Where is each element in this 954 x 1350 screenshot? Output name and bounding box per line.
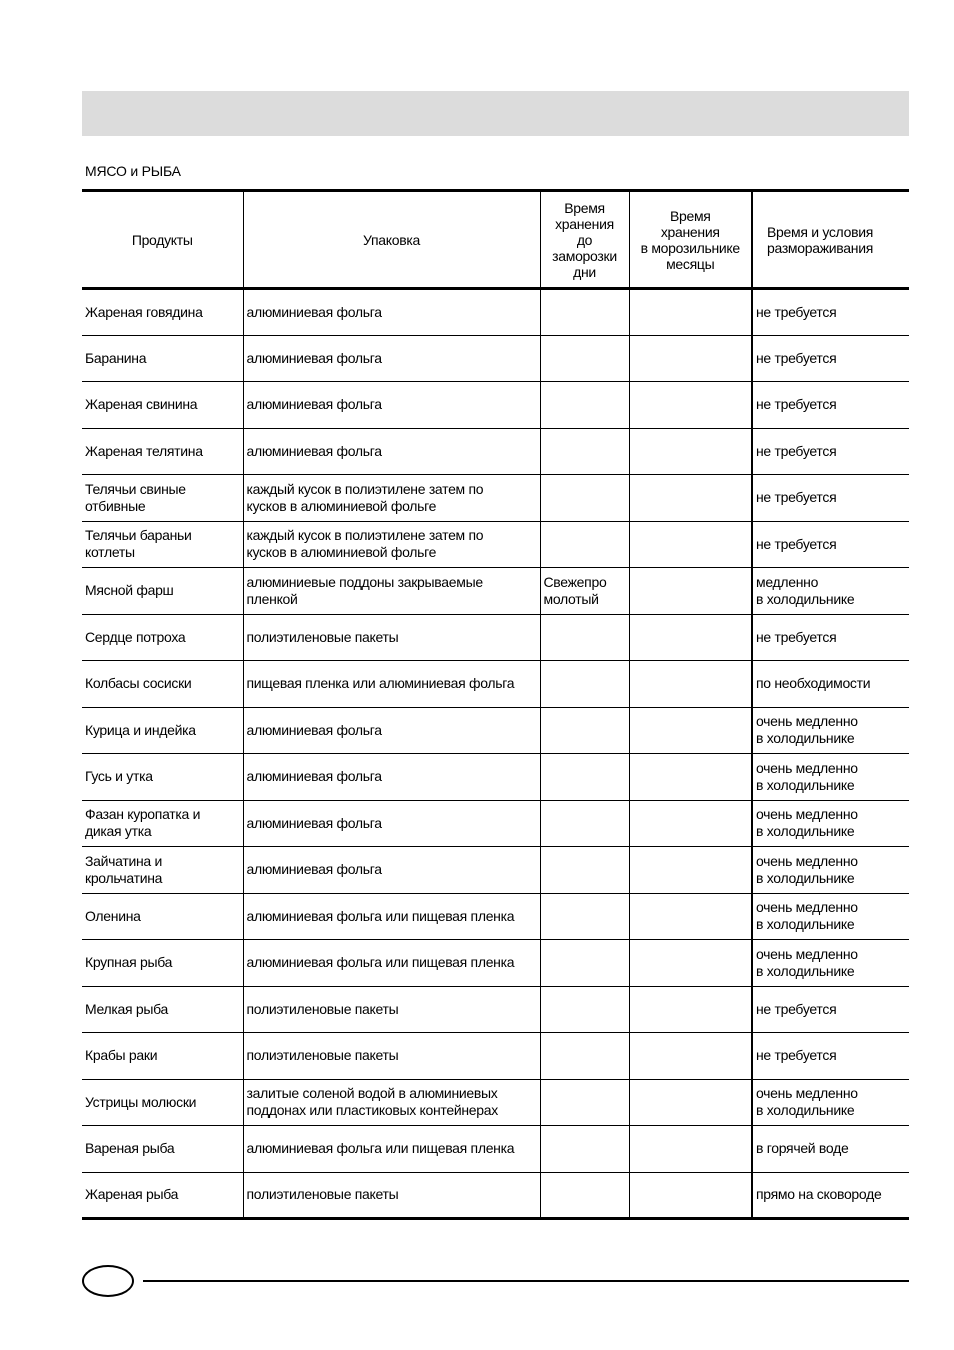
cell-freezer-months bbox=[629, 568, 752, 615]
cell-storage-days bbox=[540, 475, 629, 522]
cell-product: Колбасы сосиски bbox=[82, 661, 243, 708]
cell-freezer-months bbox=[629, 521, 752, 568]
cell-packaging: алюминиевая фольга bbox=[243, 428, 540, 475]
table-row bbox=[82, 289, 909, 336]
column-header-products: Продукты bbox=[82, 191, 243, 289]
cell-thawing: не требуется bbox=[752, 289, 909, 336]
column-header-freezer-months: Время хранения в морозильнике месяцы bbox=[629, 191, 752, 289]
cell-product: Сердце потроха bbox=[82, 614, 243, 661]
table-row bbox=[82, 335, 909, 382]
cell-storage-days bbox=[540, 614, 629, 661]
cell-freezer-months bbox=[629, 707, 752, 754]
table-row bbox=[82, 382, 909, 429]
cell-packaging: алюминиевая фольга bbox=[243, 335, 540, 382]
cell-storage-days bbox=[540, 754, 629, 801]
cell-packaging: алюминиевая фольга bbox=[243, 289, 540, 336]
cell-product: Фазан куропатка и дикая утка bbox=[82, 800, 243, 847]
cell-packaging: каждый кусок в полиэтилене затем по кусков в алюминиевой фольге bbox=[243, 475, 540, 522]
cell-packaging: алюминиевая фольга bbox=[243, 382, 540, 429]
cell-product: Крупная рыба bbox=[82, 940, 243, 987]
cell-storage-days bbox=[540, 800, 629, 847]
cell-packaging: полиэтиленовые пакеты bbox=[243, 1172, 540, 1219]
table-row bbox=[82, 1079, 909, 1126]
cell-freezer-months bbox=[629, 661, 752, 708]
cell-packaging: алюминиевая фольга bbox=[243, 800, 540, 847]
cell-packaging: пищевая пленка или алюминиевая фольга bbox=[243, 661, 540, 708]
table-row bbox=[82, 475, 909, 522]
cell-thawing: очень медленно в холодильнике bbox=[752, 1079, 909, 1126]
table-row bbox=[82, 893, 909, 940]
table-row bbox=[82, 521, 909, 568]
column-header-storage-days: Время хранения до заморозки дни bbox=[540, 191, 629, 289]
cell-freezer-months bbox=[629, 614, 752, 661]
table-header-row bbox=[82, 191, 909, 289]
cell-packaging: полиэтиленовые пакеты bbox=[243, 986, 540, 1033]
cell-packaging: алюминиевые поддоны закрываемые пленкой bbox=[243, 568, 540, 615]
cell-freezer-months bbox=[629, 754, 752, 801]
cell-freezer-months bbox=[629, 1126, 752, 1173]
storage-table bbox=[82, 189, 909, 1220]
table-row bbox=[82, 568, 909, 615]
cell-freezer-months bbox=[629, 382, 752, 429]
cell-packaging: залитые соленой водой в алюминиевых поддонах или пластиковых контейнерах bbox=[243, 1079, 540, 1126]
cell-storage-days bbox=[540, 1172, 629, 1219]
cell-freezer-months bbox=[629, 940, 752, 987]
cell-product: Мелкая рыба bbox=[82, 986, 243, 1033]
cell-thawing: очень медленно в холодильнике bbox=[752, 893, 909, 940]
cell-thawing: медленно в холодильнике bbox=[752, 568, 909, 615]
cell-thawing: очень медленно в холодильнике bbox=[752, 754, 909, 801]
table-row bbox=[82, 428, 909, 475]
table-row bbox=[82, 1172, 909, 1219]
page-number-oval bbox=[82, 1265, 134, 1297]
cell-product: Жареная рыба bbox=[82, 1172, 243, 1219]
table-row bbox=[82, 1033, 909, 1080]
cell-thawing: очень медленно в холодильнике bbox=[752, 707, 909, 754]
section-title: МЯСО и РЫБА bbox=[85, 163, 181, 179]
cell-storage-days bbox=[540, 1126, 629, 1173]
cell-packaging: полиэтиленовые пакеты bbox=[243, 1033, 540, 1080]
cell-storage-days bbox=[540, 521, 629, 568]
table-row bbox=[82, 754, 909, 801]
cell-product: Жареная говядина bbox=[82, 289, 243, 336]
cell-packaging: каждый кусок в полиэтилене затем по кусков в алюминиевой фольге bbox=[243, 521, 540, 568]
cell-freezer-months bbox=[629, 1079, 752, 1126]
cell-packaging: алюминиевая фольга bbox=[243, 847, 540, 894]
table-row bbox=[82, 847, 909, 894]
cell-product: Крабы раки bbox=[82, 1033, 243, 1080]
cell-thawing: не требуется bbox=[752, 614, 909, 661]
cell-product: Зайчатина и крольчатина bbox=[82, 847, 243, 894]
cell-thawing: очень медленно в холодильнике bbox=[752, 800, 909, 847]
cell-freezer-months bbox=[629, 475, 752, 522]
cell-thawing: в горячей воде bbox=[752, 1126, 909, 1173]
cell-thawing: по необходимости bbox=[752, 661, 909, 708]
cell-storage-days bbox=[540, 661, 629, 708]
cell-packaging: алюминиевая фольга или пищевая пленка bbox=[243, 893, 540, 940]
cell-storage-days bbox=[540, 428, 629, 475]
cell-product: Вареная рыба bbox=[82, 1126, 243, 1173]
table-row bbox=[82, 940, 909, 987]
cell-thawing: очень медленно в холодильнике bbox=[752, 847, 909, 894]
cell-product: Гусь и утка bbox=[82, 754, 243, 801]
cell-packaging: алюминиевая фольга или пищевая пленка bbox=[243, 1126, 540, 1173]
cell-thawing: не требуется bbox=[752, 475, 909, 522]
cell-freezer-months bbox=[629, 1033, 752, 1080]
cell-storage-days bbox=[540, 986, 629, 1033]
cell-freezer-months bbox=[629, 800, 752, 847]
cell-product: Курица и индейка bbox=[82, 707, 243, 754]
table-body bbox=[82, 289, 909, 1219]
cell-storage-days bbox=[540, 335, 629, 382]
cell-storage-days bbox=[540, 893, 629, 940]
cell-thawing: прямо на сковороде bbox=[752, 1172, 909, 1219]
cell-freezer-months bbox=[629, 893, 752, 940]
table-row bbox=[82, 707, 909, 754]
cell-storage-days bbox=[540, 1079, 629, 1126]
cell-thawing: не требуется bbox=[752, 428, 909, 475]
cell-packaging: алюминиевая фольга bbox=[243, 754, 540, 801]
cell-freezer-months bbox=[629, 1172, 752, 1219]
cell-thawing: очень медленно в холодильнике bbox=[752, 940, 909, 987]
cell-product: Телячьи свиные отбивные bbox=[82, 475, 243, 522]
cell-freezer-months bbox=[629, 986, 752, 1033]
cell-product: Баранина bbox=[82, 335, 243, 382]
cell-product: Телячьи бараньи котлеты bbox=[82, 521, 243, 568]
cell-packaging: полиэтиленовые пакеты bbox=[243, 614, 540, 661]
column-header-packaging: Упаковка bbox=[243, 191, 540, 289]
table-row bbox=[82, 1126, 909, 1173]
cell-freezer-months bbox=[629, 335, 752, 382]
cell-freezer-months bbox=[629, 428, 752, 475]
cell-storage-days bbox=[540, 847, 629, 894]
cell-storage-days bbox=[540, 707, 629, 754]
cell-freezer-months bbox=[629, 289, 752, 336]
cell-product: Жареная телятина bbox=[82, 428, 243, 475]
cell-thawing: не требуется bbox=[752, 335, 909, 382]
cell-thawing: не требуется bbox=[752, 1033, 909, 1080]
table-row bbox=[82, 800, 909, 847]
cell-storage-days: Свежепро молотый bbox=[540, 568, 629, 615]
cell-product: Устрицы молюски bbox=[82, 1079, 243, 1126]
cell-thawing: не требуется bbox=[752, 382, 909, 429]
table-row bbox=[82, 614, 909, 661]
cell-product: Оленина bbox=[82, 893, 243, 940]
cell-storage-days bbox=[540, 289, 629, 336]
cell-storage-days bbox=[540, 382, 629, 429]
cell-product: Жареная свинина bbox=[82, 382, 243, 429]
cell-packaging: алюминиевая фольга или пищевая пленка bbox=[243, 940, 540, 987]
table-row bbox=[82, 986, 909, 1033]
header-band bbox=[82, 91, 909, 136]
table-row bbox=[82, 661, 909, 708]
cell-storage-days bbox=[540, 1033, 629, 1080]
cell-packaging: алюминиевая фольга bbox=[243, 707, 540, 754]
cell-freezer-months bbox=[629, 847, 752, 894]
cell-thawing: не требуется bbox=[752, 521, 909, 568]
cell-thawing: не требуется bbox=[752, 986, 909, 1033]
footer-rule bbox=[143, 1280, 909, 1282]
cell-product: Мясной фарш bbox=[82, 568, 243, 615]
cell-storage-days bbox=[540, 940, 629, 987]
column-header-thawing: Время и условия размораживания bbox=[752, 191, 909, 289]
